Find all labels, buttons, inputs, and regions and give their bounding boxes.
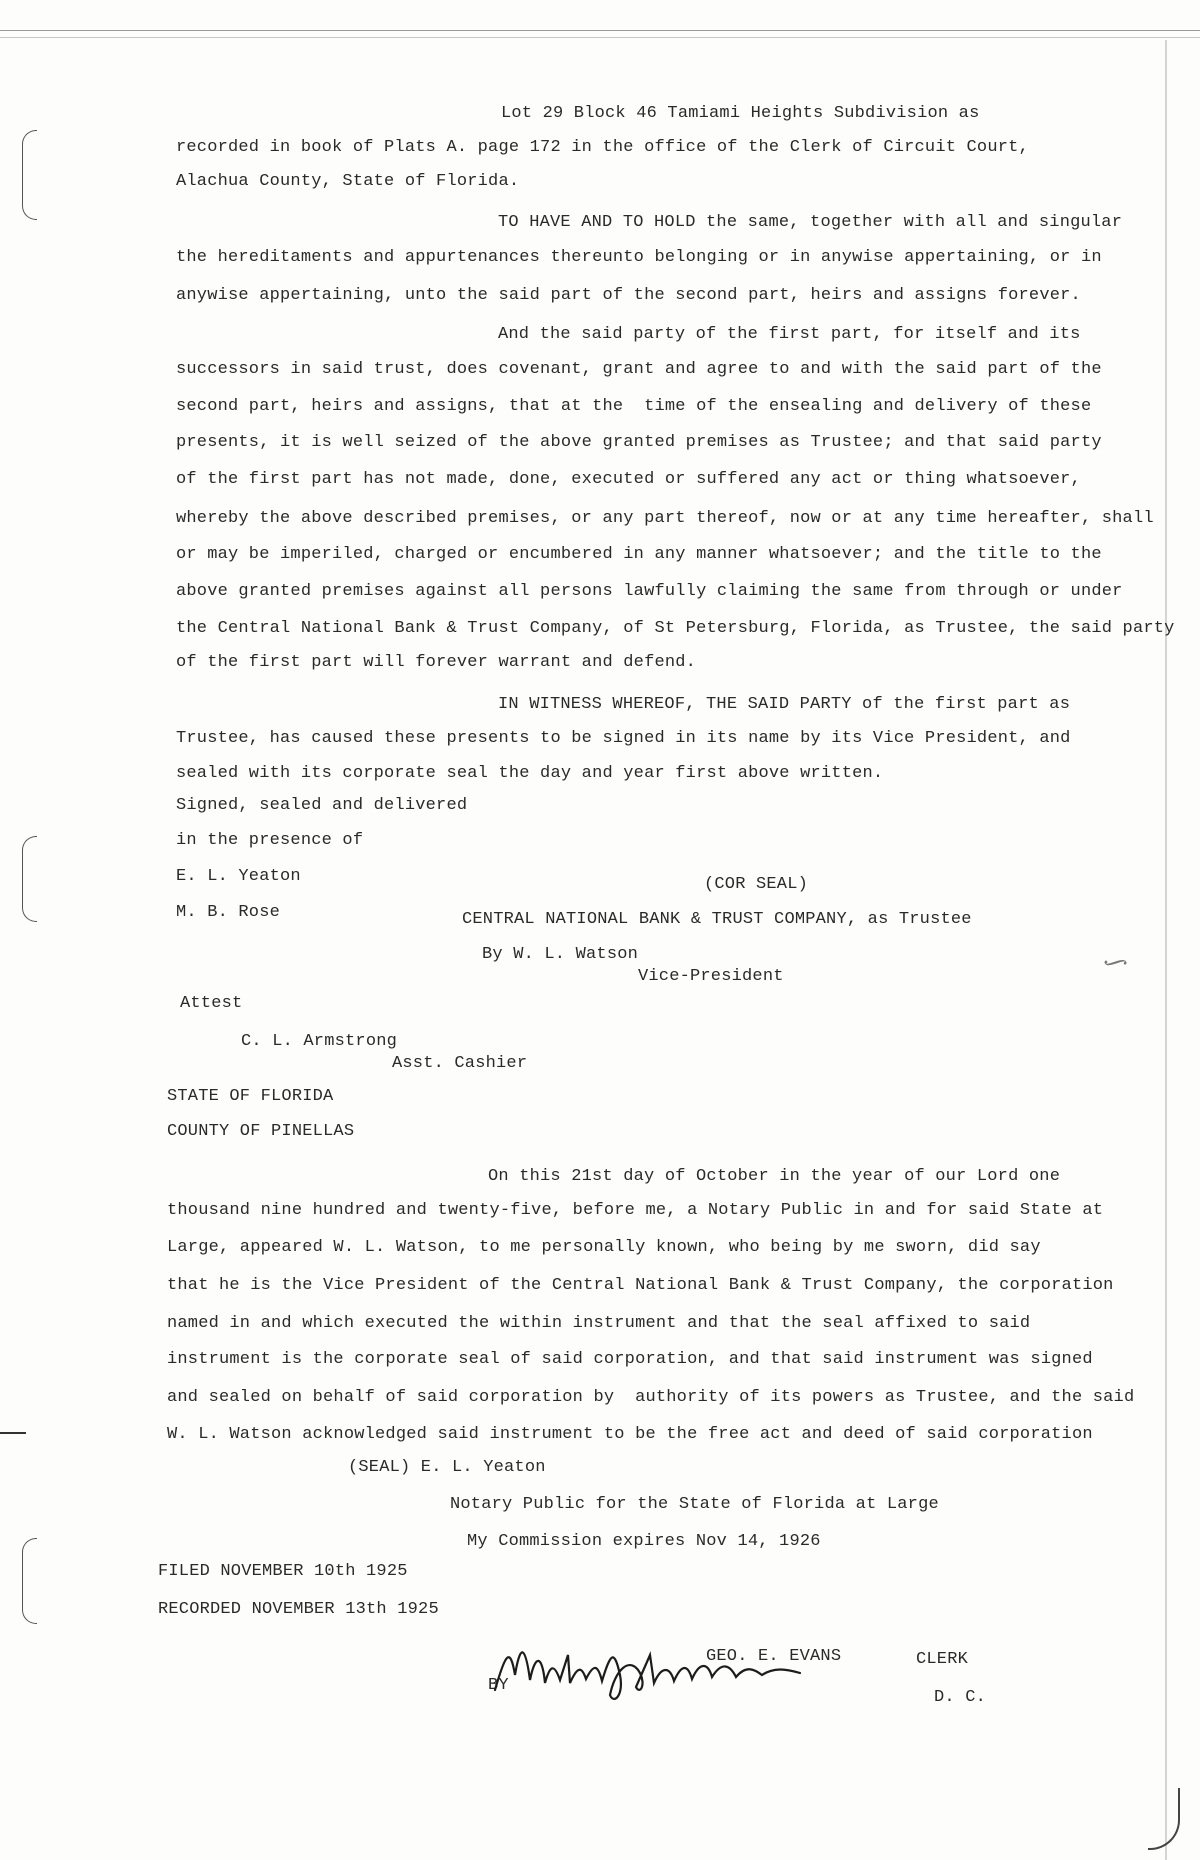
binding-bracket — [22, 130, 37, 220]
signatory-name: By W. L. Watson — [482, 945, 639, 964]
deed-line: sealed with its corporate seal the day and year first above written. — [176, 764, 884, 783]
recorded-date: RECORDED NOVEMBER 13th 1925 — [158, 1600, 439, 1619]
margin-pencil-mark: ∫ — [1102, 952, 1130, 973]
attester-title: Asst. Cashier — [392, 1054, 528, 1073]
ack-line: named in and which executed the within instrument and that the seal affixed to said — [167, 1314, 1031, 1333]
ack-line: thousand nine hundred and twenty-five, before me, a Notary Public in and for said State at — [167, 1201, 1104, 1220]
commission-expiry: My Commission expires Nov 14, 1926 — [467, 1532, 821, 1551]
deed-line: whereby the above described premises, or any part thereof, now or at any time hereafter, shall — [176, 509, 1154, 528]
page-curl — [1148, 1788, 1180, 1850]
deed-line: Alachua County, State of Florida. — [176, 172, 520, 191]
attest-label: Attest — [180, 994, 243, 1013]
deed-line: anywise appertaining, unto the said part of the second part, heirs and assigns forever. — [176, 286, 1081, 305]
attester-name: C. L. Armstrong — [241, 1032, 398, 1051]
binding-bracket — [22, 836, 37, 922]
deed-line: IN WITNESS WHEREOF, THE SAID PARTY of the first part as — [498, 695, 1071, 714]
presence-text: in the presence of — [176, 831, 364, 850]
deed-line: And the said party of the first part, for itself and its — [498, 325, 1081, 344]
deed-line: recorded in book of Plats A. page 172 in the office of the Clerk of Circuit Court, — [176, 138, 1029, 157]
ack-line: instrument is the corporate seal of said corporation, and that said instrument was signed — [167, 1350, 1093, 1369]
clerk-name: GEO. E. EVANS — [706, 1647, 842, 1666]
top-border-rule — [0, 30, 1200, 38]
notary-seal-name: (SEAL) E. L. Yeaton — [348, 1458, 546, 1477]
ack-line: and sealed on behalf of said corporation by authority of its powers as Trustee, and the said — [167, 1388, 1135, 1407]
clerk-label: CLERK — [916, 1650, 969, 1669]
deed-line: TO HAVE AND TO HOLD the same, together with all and singular — [498, 213, 1123, 232]
signatory-title: Vice-President — [638, 967, 784, 986]
witness-name: E. L. Yeaton — [176, 867, 301, 886]
deed-line: presents, it is well seized of the above granted premises as Trustee; and that said party — [176, 433, 1102, 452]
deed-line: Lot 29 Block 46 Tamiami Heights Subdivision as — [501, 104, 980, 123]
witness-name: M. B. Rose — [176, 903, 281, 922]
deed-line: successors in said trust, does covenant, grant and agree to and with the said part of the — [176, 360, 1102, 379]
ack-line: W. L. Watson acknowledged said instrument to be the free act and deed of said corporation — [167, 1425, 1093, 1444]
by-label: BY — [488, 1676, 509, 1695]
deed-line: above granted premises against all persons lawfully claiming the same from through or under — [176, 582, 1123, 601]
corporate-seal-label: (COR SEAL) — [704, 875, 809, 894]
deed-line: of the first part has not made, done, executed or suffered any act or thing whatsoever, — [176, 470, 1081, 489]
notary-title: Notary Public for the State of Florida at Large — [450, 1495, 939, 1514]
binding-bracket — [22, 1538, 37, 1624]
ack-line: Large, appeared W. L. Watson, to me personally known, who being by me sworn, did say — [167, 1238, 1041, 1257]
deed-line: the hereditaments and appurtenances thereunto belonging or in anywise appertaining, or in — [176, 248, 1102, 267]
margin-tick-mark — [0, 1432, 26, 1434]
state-heading: STATE OF FLORIDA — [167, 1087, 334, 1106]
deed-line: of the first part will forever warrant and defend. — [176, 653, 697, 672]
filed-date: FILED NOVEMBER 10th 1925 — [158, 1562, 408, 1581]
deed-line: the Central National Bank & Trust Company, of St Petersburg, Florida, as Trustee, the said party — [176, 619, 1175, 638]
company-name: CENTRAL NATIONAL BANK & TRUST COMPANY, as Trustee — [462, 910, 972, 929]
deputy-clerk-label: D. C. — [934, 1688, 987, 1707]
deed-line: Trustee, has caused these presents to be signed in its name by its Vice President, and — [176, 729, 1071, 748]
deputy-clerk-signature — [490, 1635, 820, 1715]
deed-line: second part, heirs and assigns, that at the time of the ensealing and delivery of these — [176, 397, 1092, 416]
ack-line: that he is the Vice President of the Central National Bank & Trust Company, the corporation — [167, 1276, 1114, 1295]
deed-line: or may be imperiled, charged or encumbered in any manner whatsoever; and the title to the — [176, 545, 1102, 564]
signed-sealed-text: Signed, sealed and delivered — [176, 796, 468, 815]
ack-line: On this 21st day of October in the year of our Lord one — [488, 1167, 1061, 1186]
right-margin-rule — [1165, 40, 1167, 1860]
county-heading: COUNTY OF PINELLAS — [167, 1122, 355, 1141]
